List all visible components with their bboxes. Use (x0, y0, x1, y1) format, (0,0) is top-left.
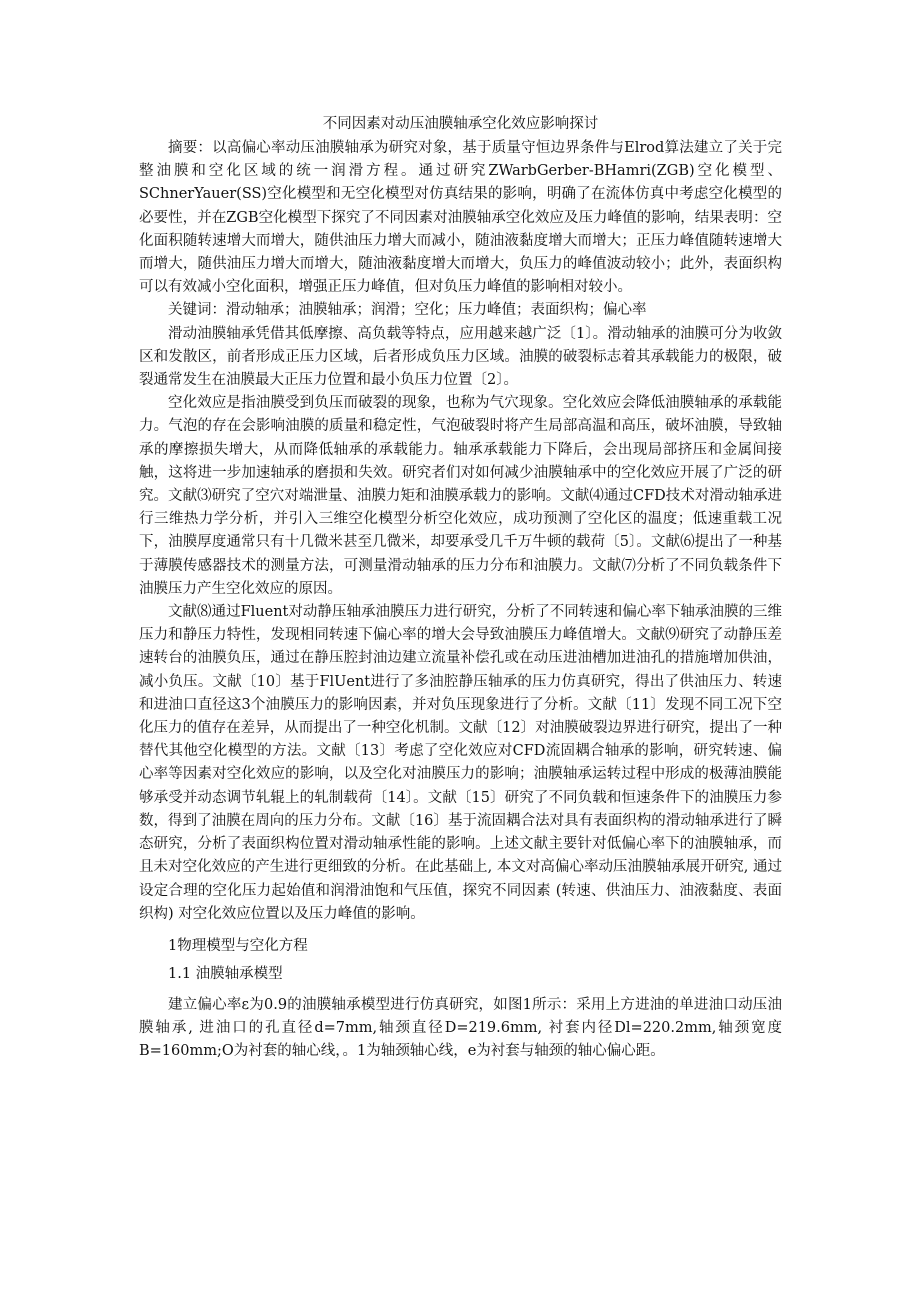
abstract-paragraph: 摘要：以高偏心率动压油膜轴承为研究对象，基于质量守恒边界条件与Elrod算法建立了关于完整油膜和空化区域的统一润滑方程。通过研究ZWarbGerber-BHamri(ZGB)空化模型、SChnerYauer(SS)空化模型和无空化模型对仿真结果的影响，明确了在流体仿真中考虑空化模型的必要性，并在ZGB空化模型下探究了不同因素对油膜轴承空化效应及压力峰值的影响，结果表明：空化面积随转速增大而增大，随供油压力增大而减小，随油液黏度增大而增大；正压力峰值随转速增大而增大，随供油压力增大而增大，随油液黏度增大而增大，负压力的峰值波动较小；此外，表面织构可以有效减小空化面积，增强正压力峰值，但对负压力峰值的影响相对较小。 (139, 140, 782, 296)
section-heading-1: 1物理模型与空化方程 (168, 937, 308, 954)
document-title: 不同因素对动压油膜轴承空化效应影响探讨 (322, 116, 599, 132)
body-paragraph-4: 建立偏心率ε为0.9的油膜轴承模型进行仿真研究，如图1所示：采用上方进油的单进油口动压油膜轴承, 进油口的孔直径d=7mm,轴颈直径D=219.6mm, 衬套内径Dl=220.2mm,轴颈宽度B=160mm;O为衬套的轴心线，。1为轴颈轴心线，e为衬套与轴颈的轴心偏心距。 (139, 996, 782, 1060)
keywords-paragraph: 关键词：滑动轴承；油膜轴承；润滑；空化；压力峰值；表面织构；偏心率 (168, 302, 647, 319)
body-paragraph-3: 文献⑻通过Fluent对动静压轴承油膜压力进行研究，分析了不同转速和偏心率下轴承油膜的三维压力和静压力特性，发现相同转速下偏心率的增大会导致油膜压力峰值增大。文献⑼研究了动静压差速转台的油膜负压，通过在静压腔封油边建立流量补偿孔或在动压进油槽加进油孔的措施增加供油，减小负压。文献〔10〕基于FlUent进行了多油腔静压轴承的压力仿真研究，得出了供油压力、转速和进油口直径这3个油膜压力的影响因素，并对负压现象进行了分析。文献〔11〕发现不同工况下空化压力的值存在差异，从而提出了一种空化机制。文献〔12〕对油膜破裂边界进行研究，提出了一种替代其他空化模型的方法。文献〔13〕考虑了空化效应对CFD流固耦合轴承的影响，研究转速、偏心率等因素对空化效应的影响，以及空化对油膜压力的影响；油膜轴承运转过程中形成的极薄油膜能够承受并动态调节轧辊上的轧制载荷〔14〕。文献〔15〕研究了不同负载和恒速条件下的油膜压力参数，得到了油膜在周向的压力分布。文献〔16〕基于流固耦合法对具有表面织构的滑动轴承进行了瞬态研究，分析了表面织构位置对滑动轴承性能的影响。上述文献主要针对低偏心率下的油膜轴承，而且未对空化效应的产生进行更细致的分析。在此基础上, 本文对高偏心率动压油膜轴承展开研究, 通过设定合理的空化压力起始值和润滑油饱和气压值，探究不同因素 (转速、供油压力、油液黏度、表面织构) 对空化效应位置以及压力峰值的影响。 (139, 604, 782, 922)
body-paragraph-1: 滑动油膜轴承凭借其低摩擦、高负载等特点，应用越来越广泛〔1〕。滑动轴承的油膜可分为收敛区和发散区，前者形成正压力区域，后者形成负压力区域。油膜的破裂标志着其承载能力的极限，破裂通常发生在油膜最大正压力位置和最小负压力位置〔2〕。 (139, 325, 782, 389)
document-page (139, 113, 782, 1064)
body-paragraph-2: 空化效应是指油膜受到负压而破裂的现象，也称为气穴现象。空化效应会降低油膜轴承的承载能力。气泡的存在会影响油膜的质量和稳定性，气泡破裂时将产生局部高温和高压，破坏油膜，导致轴承的摩擦损失增大，从而降低轴承的承载能力。轴承承载能力下降后，会出现局部挤压和金属间接触，这将进一步加速轴承的磨损和失效。研究者们对如何减少油膜轴承中的空化效应开展了广泛的研究。文献⑶研究了空穴对端泄量、油膜力矩和油膜承载力的影响。文献⑷通过CFD技术对滑动轴承进行三维热力学分析，并引入三维空化模型分析空化效应，成功预测了空化区的温度；低速重载工况下，油膜厚度通常只有十几微米甚至几微米，却要承受几千万牛顿的载荷〔5〕。文献⑹提出了一种基于薄膜传感器技术的测量方法，可测量滑动轴承的压力分布和油膜力。文献⑺分析了不同负载条件下油膜压力产生空化效应的原因。 (139, 395, 782, 597)
section-heading-1-1: 1.1 油膜轴承模型 (168, 965, 283, 982)
